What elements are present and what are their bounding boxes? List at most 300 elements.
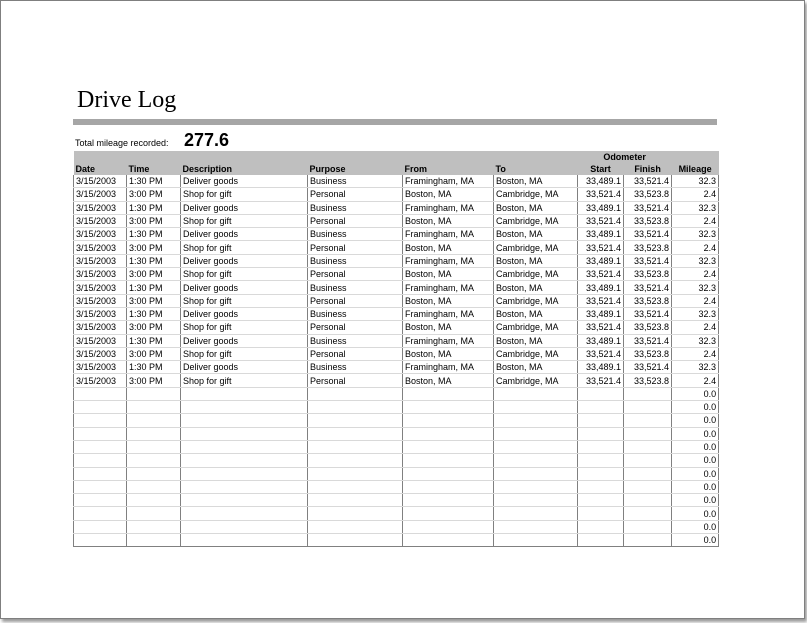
cell-from[interactable]: [403, 480, 494, 493]
cell-from[interactable]: Framingham, MA: [403, 175, 494, 188]
cell-date[interactable]: 3/15/2003: [74, 228, 127, 241]
cell-finish[interactable]: 33,521.4: [624, 201, 672, 214]
cell-start[interactable]: 33,489.1: [578, 201, 624, 214]
cell-date[interactable]: 3/15/2003: [74, 188, 127, 201]
cell-purpose[interactable]: Business: [308, 334, 403, 347]
cell-time[interactable]: 1:30 PM: [127, 228, 181, 241]
table-row: [74, 387, 719, 400]
cell-mileage[interactable]: 32.3: [672, 201, 719, 214]
cell-finish[interactable]: 33,523.8: [624, 321, 672, 334]
cell-time[interactable]: 1:30 PM: [127, 254, 181, 267]
cell-description[interactable]: Shop for gift: [181, 241, 308, 254]
cell-purpose[interactable]: Business: [308, 307, 403, 320]
table-row: [74, 520, 719, 533]
cell-mileage[interactable]: 2.4: [672, 214, 719, 227]
cell-finish[interactable]: [624, 480, 672, 493]
cell-description[interactable]: Shop for gift: [181, 374, 308, 387]
header-spacer: [74, 151, 578, 163]
cell-mileage[interactable]: 0.0: [672, 387, 719, 400]
cell-purpose[interactable]: Personal: [308, 188, 403, 201]
table-row: [74, 201, 719, 214]
cell-start[interactable]: 33,521.4: [578, 321, 624, 334]
cell-finish[interactable]: 33,523.8: [624, 241, 672, 254]
cell-to[interactable]: [494, 427, 578, 440]
cell-from[interactable]: Framingham, MA: [403, 281, 494, 294]
cell-purpose[interactable]: [308, 480, 403, 493]
cell-to[interactable]: Cambridge, MA: [494, 347, 578, 360]
table-body: [74, 175, 719, 547]
cell-time[interactable]: [127, 414, 181, 427]
cell-purpose[interactable]: [308, 507, 403, 520]
cell-finish[interactable]: [624, 454, 672, 467]
cell-time[interactable]: 3:00 PM: [127, 374, 181, 387]
table-row: [74, 361, 719, 374]
cell-description[interactable]: [181, 454, 308, 467]
cell-mileage[interactable]: 2.4: [672, 294, 719, 307]
cell-from[interactable]: [403, 401, 494, 414]
cell-purpose[interactable]: [308, 414, 403, 427]
cell-start[interactable]: [578, 507, 624, 520]
cell-mileage[interactable]: 2.4: [672, 374, 719, 387]
column-header-date: Date: [74, 163, 127, 175]
cell-start[interactable]: 33,489.1: [578, 254, 624, 267]
cell-date[interactable]: [74, 494, 127, 507]
cell-date[interactable]: 3/15/2003: [74, 374, 127, 387]
cell-start[interactable]: 33,489.1: [578, 228, 624, 241]
cell-from[interactable]: Framingham, MA: [403, 307, 494, 320]
cell-date[interactable]: 3/15/2003: [74, 294, 127, 307]
cell-finish[interactable]: 33,521.4: [624, 361, 672, 374]
cell-to[interactable]: [494, 440, 578, 453]
cell-mileage[interactable]: 32.3: [672, 307, 719, 320]
cell-purpose[interactable]: Personal: [308, 321, 403, 334]
cell-finish[interactable]: 33,521.4: [624, 175, 672, 188]
cell-to[interactable]: Cambridge, MA: [494, 268, 578, 281]
cell-date[interactable]: 3/15/2003: [74, 214, 127, 227]
title-divider: [73, 119, 717, 125]
cell-purpose[interactable]: Business: [308, 254, 403, 267]
cell-to[interactable]: Cambridge, MA: [494, 214, 578, 227]
cell-description[interactable]: [181, 507, 308, 520]
cell-date[interactable]: 3/15/2003: [74, 268, 127, 281]
table-row: [74, 334, 719, 347]
cell-to[interactable]: Boston, MA: [494, 228, 578, 241]
column-header-description: Description: [181, 163, 308, 175]
cell-time[interactable]: [127, 387, 181, 400]
cell-finish[interactable]: 33,523.8: [624, 188, 672, 201]
cell-purpose[interactable]: Business: [308, 201, 403, 214]
cell-time[interactable]: [127, 507, 181, 520]
cell-description[interactable]: Deliver goods: [181, 334, 308, 347]
table-row: [74, 480, 719, 493]
cell-start[interactable]: [578, 494, 624, 507]
cell-from[interactable]: [403, 414, 494, 427]
table-row: [74, 454, 719, 467]
cell-start[interactable]: 33,521.4: [578, 268, 624, 281]
cell-purpose[interactable]: [308, 427, 403, 440]
cell-from[interactable]: [403, 440, 494, 453]
cell-from[interactable]: [403, 467, 494, 480]
cell-from[interactable]: [403, 520, 494, 533]
cell-description[interactable]: [181, 520, 308, 533]
table-row: [74, 414, 719, 427]
cell-purpose[interactable]: Personal: [308, 214, 403, 227]
cell-mileage[interactable]: 2.4: [672, 241, 719, 254]
cell-description[interactable]: Shop for gift: [181, 268, 308, 281]
cell-to[interactable]: [494, 494, 578, 507]
cell-finish[interactable]: [624, 440, 672, 453]
cell-start[interactable]: 33,521.4: [578, 241, 624, 254]
cell-to[interactable]: Boston, MA: [494, 334, 578, 347]
cell-finish[interactable]: [624, 507, 672, 520]
table-row: [74, 427, 719, 440]
cell-mileage[interactable]: 0.0: [672, 480, 719, 493]
cell-to[interactable]: [494, 387, 578, 400]
table-row: [74, 268, 719, 281]
cell-start[interactable]: 33,521.4: [578, 374, 624, 387]
cell-date[interactable]: [74, 387, 127, 400]
cell-from[interactable]: Framingham, MA: [403, 228, 494, 241]
cell-from[interactable]: [403, 454, 494, 467]
table-row: [74, 347, 719, 360]
table-row: [74, 228, 719, 241]
cell-time[interactable]: 3:00 PM: [127, 241, 181, 254]
page-title: Drive Log: [77, 87, 177, 113]
cell-finish[interactable]: 33,523.8: [624, 294, 672, 307]
cell-date[interactable]: [74, 414, 127, 427]
cell-mileage[interactable]: 0.0: [672, 494, 719, 507]
cell-time[interactable]: [127, 480, 181, 493]
cell-date[interactable]: [74, 454, 127, 467]
cell-purpose[interactable]: [308, 467, 403, 480]
cell-time[interactable]: 3:00 PM: [127, 188, 181, 201]
cell-to[interactable]: Cambridge, MA: [494, 374, 578, 387]
cell-date[interactable]: 3/15/2003: [74, 254, 127, 267]
cell-to[interactable]: Boston, MA: [494, 254, 578, 267]
cell-to[interactable]: Boston, MA: [494, 201, 578, 214]
cell-description[interactable]: [181, 534, 308, 547]
cell-start[interactable]: [578, 401, 624, 414]
cell-date[interactable]: 3/15/2003: [74, 361, 127, 374]
cell-mileage[interactable]: 0.0: [672, 427, 719, 440]
cell-time[interactable]: [127, 534, 181, 547]
cell-purpose[interactable]: [308, 494, 403, 507]
cell-time[interactable]: 1:30 PM: [127, 361, 181, 374]
cell-description[interactable]: Shop for gift: [181, 347, 308, 360]
cell-start[interactable]: [578, 427, 624, 440]
cell-date[interactable]: [74, 440, 127, 453]
cell-purpose[interactable]: Business: [308, 175, 403, 188]
cell-description[interactable]: Deliver goods: [181, 361, 308, 374]
cell-from[interactable]: Boston, MA: [403, 241, 494, 254]
cell-start[interactable]: 33,489.1: [578, 334, 624, 347]
cell-mileage[interactable]: 0.0: [672, 534, 719, 547]
cell-mileage[interactable]: 0.0: [672, 520, 719, 533]
cell-from[interactable]: Framingham, MA: [403, 254, 494, 267]
cell-time[interactable]: [127, 520, 181, 533]
cell-purpose[interactable]: Business: [308, 361, 403, 374]
cell-description[interactable]: [181, 480, 308, 493]
cell-mileage[interactable]: 0.0: [672, 467, 719, 480]
cell-from[interactable]: [403, 387, 494, 400]
column-header-start: Start: [578, 163, 624, 175]
cell-finish[interactable]: [624, 494, 672, 507]
cell-description[interactable]: [181, 494, 308, 507]
cell-to[interactable]: Cambridge, MA: [494, 321, 578, 334]
cell-start[interactable]: [578, 440, 624, 453]
cell-time[interactable]: 1:30 PM: [127, 175, 181, 188]
cell-date[interactable]: [74, 467, 127, 480]
cell-time[interactable]: [127, 401, 181, 414]
cell-start[interactable]: [578, 467, 624, 480]
cell-description[interactable]: Shop for gift: [181, 294, 308, 307]
cell-time[interactable]: 1:30 PM: [127, 281, 181, 294]
cell-time[interactable]: 1:30 PM: [127, 307, 181, 320]
cell-start[interactable]: 33,521.4: [578, 214, 624, 227]
cell-mileage[interactable]: 32.3: [672, 281, 719, 294]
cell-start[interactable]: 33,489.1: [578, 175, 624, 188]
cell-date[interactable]: 3/15/2003: [74, 175, 127, 188]
cell-date[interactable]: 3/15/2003: [74, 307, 127, 320]
table-row: [74, 175, 719, 188]
cell-date[interactable]: 3/15/2003: [74, 347, 127, 360]
header-group-row: [74, 151, 719, 163]
cell-mileage[interactable]: 0.0: [672, 507, 719, 520]
cell-time[interactable]: [127, 494, 181, 507]
cell-date[interactable]: 3/15/2003: [74, 321, 127, 334]
cell-time[interactable]: 3:00 PM: [127, 268, 181, 281]
odometer-group-header: Odometer: [578, 151, 672, 163]
cell-time[interactable]: [127, 440, 181, 453]
cell-to[interactable]: Boston, MA: [494, 307, 578, 320]
column-header-row: [74, 163, 719, 175]
cell-mileage[interactable]: 0.0: [672, 454, 719, 467]
cell-description[interactable]: Deliver goods: [181, 281, 308, 294]
cell-finish[interactable]: [624, 520, 672, 533]
cell-purpose[interactable]: [308, 520, 403, 533]
cell-purpose[interactable]: Personal: [308, 374, 403, 387]
table-row: [74, 241, 719, 254]
cell-from[interactable]: Boston, MA: [403, 214, 494, 227]
cell-start[interactable]: 33,489.1: [578, 307, 624, 320]
cell-to[interactable]: [494, 454, 578, 467]
cell-time[interactable]: 3:00 PM: [127, 214, 181, 227]
column-header-time: Time: [127, 163, 181, 175]
cell-description[interactable]: Deliver goods: [181, 201, 308, 214]
table-row: [74, 307, 719, 320]
cell-description[interactable]: Deliver goods: [181, 307, 308, 320]
table-row: [74, 188, 719, 201]
cell-finish[interactable]: 33,521.4: [624, 254, 672, 267]
cell-from[interactable]: Framingham, MA: [403, 201, 494, 214]
cell-to[interactable]: [494, 534, 578, 547]
cell-time[interactable]: 1:30 PM: [127, 334, 181, 347]
cell-finish[interactable]: [624, 401, 672, 414]
cell-to[interactable]: [494, 401, 578, 414]
cell-mileage[interactable]: 32.3: [672, 334, 719, 347]
cell-to[interactable]: Cambridge, MA: [494, 241, 578, 254]
cell-finish[interactable]: 33,521.4: [624, 307, 672, 320]
cell-finish[interactable]: 33,523.8: [624, 214, 672, 227]
cell-date[interactable]: 3/15/2003: [74, 241, 127, 254]
cell-finish[interactable]: [624, 534, 672, 547]
cell-start[interactable]: [578, 454, 624, 467]
cell-purpose[interactable]: [308, 440, 403, 453]
cell-description[interactable]: [181, 401, 308, 414]
cell-description[interactable]: Deliver goods: [181, 254, 308, 267]
cell-to[interactable]: [494, 467, 578, 480]
cell-time[interactable]: 3:00 PM: [127, 347, 181, 360]
cell-purpose[interactable]: [308, 454, 403, 467]
cell-mileage[interactable]: 0.0: [672, 401, 719, 414]
table-row: [74, 401, 719, 414]
cell-start[interactable]: 33,489.1: [578, 281, 624, 294]
cell-date[interactable]: [74, 520, 127, 533]
cell-start[interactable]: 33,489.1: [578, 361, 624, 374]
cell-mileage[interactable]: 32.3: [672, 175, 719, 188]
column-header-mileage: Mileage: [672, 163, 719, 175]
table-row: [74, 440, 719, 453]
cell-purpose[interactable]: Personal: [308, 347, 403, 360]
cell-start[interactable]: [578, 520, 624, 533]
cell-to[interactable]: Cambridge, MA: [494, 294, 578, 307]
cell-start[interactable]: [578, 534, 624, 547]
cell-description[interactable]: [181, 440, 308, 453]
table-row: [74, 214, 719, 227]
cell-purpose[interactable]: Personal: [308, 294, 403, 307]
cell-finish[interactable]: 33,523.8: [624, 347, 672, 360]
cell-to[interactable]: Cambridge, MA: [494, 188, 578, 201]
table-row: [74, 507, 719, 520]
cell-to[interactable]: Boston, MA: [494, 281, 578, 294]
cell-mileage[interactable]: 0.0: [672, 440, 719, 453]
total-mileage-value: 277.6: [184, 130, 230, 150]
cell-date[interactable]: 3/15/2003: [74, 334, 127, 347]
cell-description[interactable]: [181, 387, 308, 400]
cell-time[interactable]: [127, 427, 181, 440]
cell-date[interactable]: [74, 480, 127, 493]
cell-mileage[interactable]: 0.0: [672, 414, 719, 427]
column-header-from: From: [403, 163, 494, 175]
cell-from[interactable]: Boston, MA: [403, 188, 494, 201]
table-row: [74, 467, 719, 480]
cell-purpose[interactable]: Business: [308, 281, 403, 294]
cell-from[interactable]: [403, 507, 494, 520]
table-row: [74, 534, 719, 547]
cell-from[interactable]: Framingham, MA: [403, 334, 494, 347]
cell-to[interactable]: [494, 507, 578, 520]
table-row: [74, 281, 719, 294]
cell-from[interactable]: Boston, MA: [403, 268, 494, 281]
cell-to[interactable]: Boston, MA: [494, 361, 578, 374]
cell-description[interactable]: Shop for gift: [181, 214, 308, 227]
cell-from[interactable]: [403, 427, 494, 440]
table-row: [74, 321, 719, 334]
cell-from[interactable]: Boston, MA: [403, 321, 494, 334]
table-row: [74, 294, 719, 307]
cell-time[interactable]: 3:00 PM: [127, 321, 181, 334]
cell-purpose[interactable]: Personal: [308, 268, 403, 281]
cell-finish[interactable]: 33,521.4: [624, 281, 672, 294]
drive-log-table: [73, 151, 719, 547]
cell-mileage[interactable]: 32.3: [672, 228, 719, 241]
cell-time[interactable]: [127, 467, 181, 480]
cell-mileage[interactable]: 2.4: [672, 321, 719, 334]
cell-start[interactable]: 33,521.4: [578, 294, 624, 307]
cell-finish[interactable]: [624, 414, 672, 427]
header-spacer-end: [672, 151, 719, 163]
cell-from[interactable]: Framingham, MA: [403, 361, 494, 374]
cell-date[interactable]: [74, 534, 127, 547]
cell-start[interactable]: [578, 414, 624, 427]
cell-purpose[interactable]: [308, 387, 403, 400]
cell-purpose[interactable]: [308, 534, 403, 547]
cell-to[interactable]: Boston, MA: [494, 175, 578, 188]
cell-to[interactable]: [494, 414, 578, 427]
column-header-purpose: Purpose: [308, 163, 403, 175]
cell-finish[interactable]: 33,521.4: [624, 228, 672, 241]
cell-description[interactable]: Shop for gift: [181, 188, 308, 201]
cell-finish[interactable]: 33,523.8: [624, 268, 672, 281]
table-row: [74, 494, 719, 507]
cell-time[interactable]: 1:30 PM: [127, 201, 181, 214]
cell-description[interactable]: Deliver goods: [181, 175, 308, 188]
cell-purpose[interactable]: Personal: [308, 241, 403, 254]
cell-mileage[interactable]: 2.4: [672, 188, 719, 201]
cell-start[interactable]: 33,521.4: [578, 188, 624, 201]
cell-from[interactable]: [403, 494, 494, 507]
cell-date[interactable]: [74, 507, 127, 520]
cell-from[interactable]: [403, 534, 494, 547]
cell-to[interactable]: [494, 520, 578, 533]
cell-mileage[interactable]: 2.4: [672, 268, 719, 281]
cell-description[interactable]: [181, 467, 308, 480]
cell-finish[interactable]: [624, 467, 672, 480]
table-row: [74, 254, 719, 267]
cell-finish[interactable]: 33,523.8: [624, 374, 672, 387]
cell-date[interactable]: 3/15/2003: [74, 281, 127, 294]
cell-time[interactable]: [127, 454, 181, 467]
cell-start[interactable]: [578, 387, 624, 400]
cell-start[interactable]: 33,521.4: [578, 347, 624, 360]
cell-from[interactable]: Boston, MA: [403, 294, 494, 307]
column-header-finish: Finish: [624, 163, 672, 175]
cell-mileage[interactable]: 2.4: [672, 347, 719, 360]
cell-time[interactable]: 3:00 PM: [127, 294, 181, 307]
cell-date[interactable]: [74, 427, 127, 440]
cell-start[interactable]: [578, 480, 624, 493]
cell-mileage[interactable]: 32.3: [672, 254, 719, 267]
cell-description[interactable]: Deliver goods: [181, 228, 308, 241]
cell-purpose[interactable]: Business: [308, 228, 403, 241]
table-row: [74, 374, 719, 387]
cell-mileage[interactable]: 32.3: [672, 361, 719, 374]
cell-description[interactable]: [181, 427, 308, 440]
cell-finish[interactable]: [624, 387, 672, 400]
cell-finish[interactable]: [624, 427, 672, 440]
column-header-to: To: [494, 163, 578, 175]
cell-from[interactable]: Boston, MA: [403, 347, 494, 360]
total-mileage-label: Total mileage recorded:: [75, 138, 169, 148]
cell-description[interactable]: Shop for gift: [181, 321, 308, 334]
cell-date[interactable]: [74, 401, 127, 414]
cell-finish[interactable]: 33,521.4: [624, 334, 672, 347]
cell-purpose[interactable]: [308, 401, 403, 414]
cell-from[interactable]: Boston, MA: [403, 374, 494, 387]
cell-description[interactable]: [181, 414, 308, 427]
cell-to[interactable]: [494, 480, 578, 493]
cell-date[interactable]: 3/15/2003: [74, 201, 127, 214]
